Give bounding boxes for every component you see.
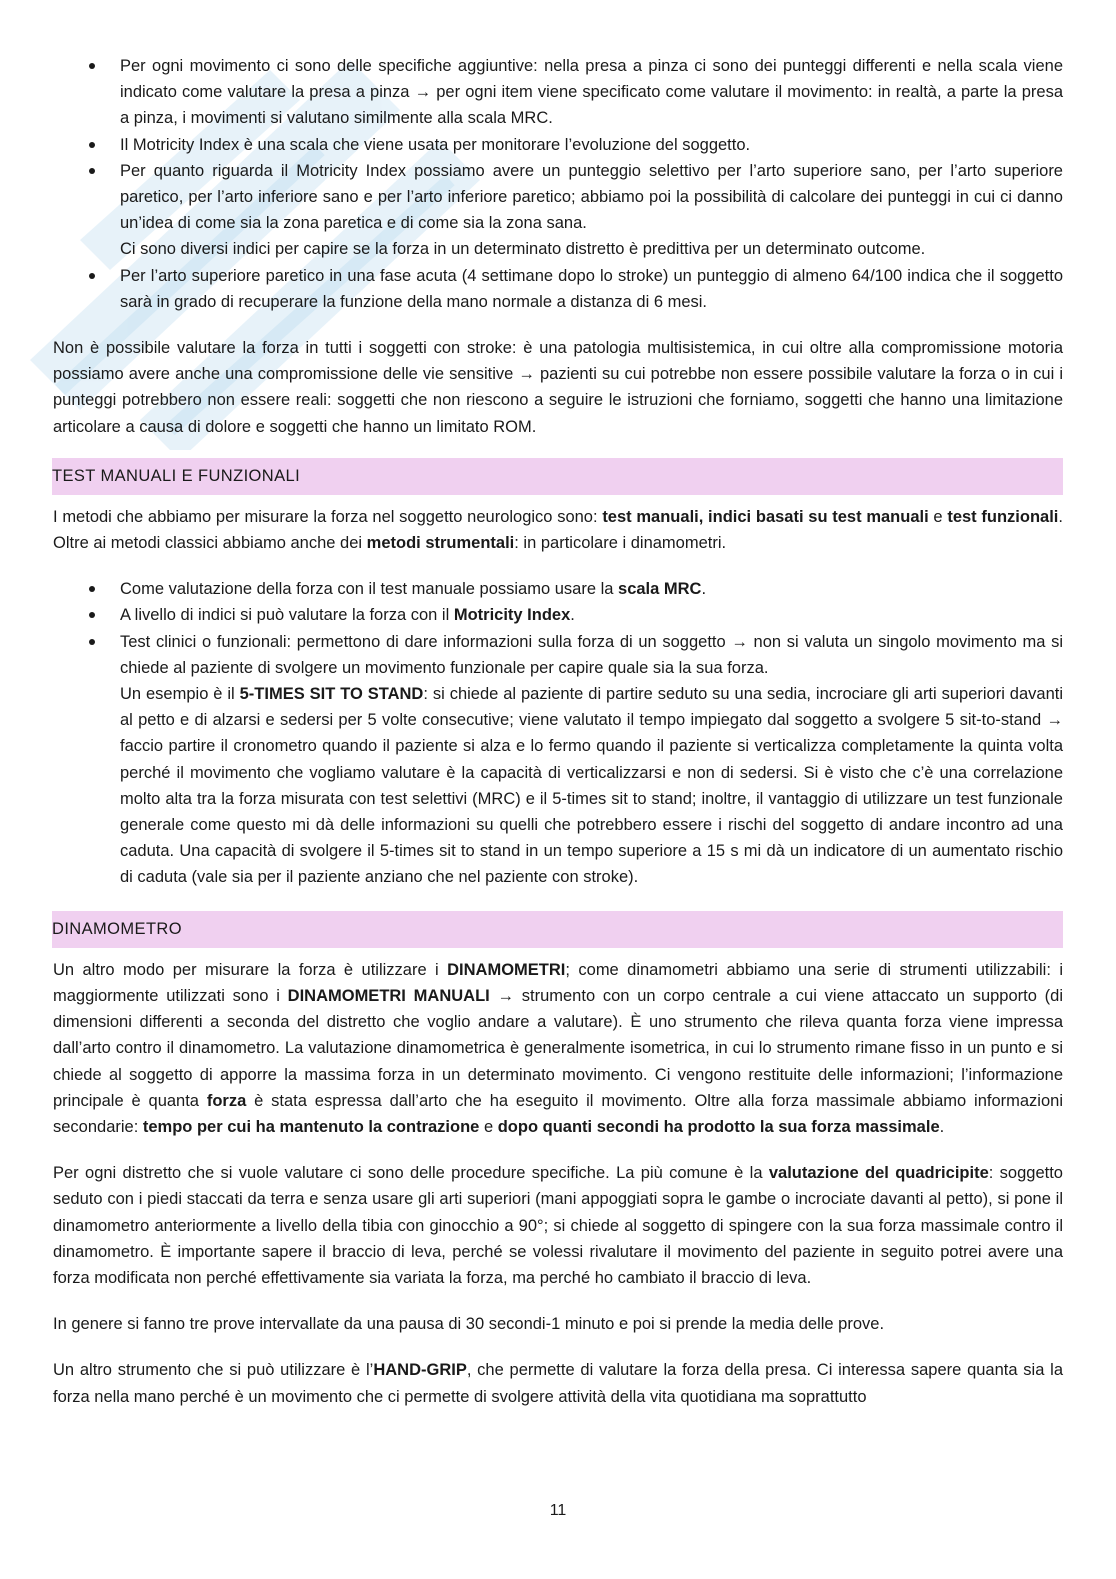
paragraph-hand-grip: Un altro strumento che si può utilizzare è l’HAND-GRIP, che permette di valutare la forza della presa. Ci interessa sapere quanta sia la forza nella mano perché è un movimento che ci permette di svolgere attività della vita quotidiana ma soprattutto (53, 1361, 1063, 1406)
bullet-list-top (53, 53, 1063, 315)
list-item: Come valutazione della forza con il test manuale possiamo usare la scala MRC. (53, 576, 1063, 602)
paragraph-quadricipite: Per ogni distretto che si vuole valutare ci sono delle procedure specifiche. La più comune è la valutazione del quadricipite: soggetto seduto con i piedi staccati da terra e senza usare gli arti superiori (mani appoggiati sopra le gambe o incrociate davanti al petto), si pone il dinamometro anteriormente a livello della tibia con ginocchio a 90°; si chiede al soggetto di spingere con la sua forza massimale contro il dinamometro. È importante sapere il braccio di leva, perché se volessi rivalutare il movimento del paziente in seguito potrei avere una forza modificata non perché effettivamente sia variata la forza, ma perché ho cambiato il braccio di leva. (53, 1164, 1063, 1287)
paragraph-dinamometri: Un altro modo per misurare la forza è utilizzare i DINAMOMETRI; come dinamometri abbiamo una serie di strumenti utilizzabili: i maggiormente utilizzati sono i DINAMOMETRI MANUALI → strumento con un corpo centrale a cui viene attaccato un supporto (di dimensioni differenti a seconda del distretto che voglio andare a valutare). È uno strumento che rileva quanta forza viene impressa dall’arto contro il dinamometro. La valutazione dinamometrica è generalmente isometrica, in cui lo strumento rimane fisso in un punto e si chiede al soggetto di apporre la massima forza in un determinato movimento. Ci vengono restituite delle informazioni; l’informazione principale è quanta forza è stata espressa dall’arto che ha eseguito il movimento. Oltre alla forza massimale abbiamo informazioni secondarie: tempo per cui ha mantenuto la contrazione e dopo quanti secondi ha prodotto la sua forza massimale. (53, 960, 1064, 1136)
section-heading-test-manuali: TEST MANUALI E FUNZIONALI (52, 458, 1063, 495)
page-number: 11 (549, 1502, 567, 1519)
list-item: Test clinici o funzionali: permettono di dare informazioni sulla forza di un soggetto → non si valuta un singolo movimento ma si chiede al paziente di svolgere un movimento funzionale per capire quale sia la sua forza. Un esempio è il 5-TIMES SIT TO STAND: si chiede al paziente di partire seduto su una sedia, incrociare gli arti superiori davanti al petto e di alzarsi e sedersi per 5 volte consecutive; viene valutato il tempo impiegato dal soggetto a svolgere 5 sit-to-stand → faccio partire il cronometro quando il paziente si alza e lo fermo quando il paziente si verticalizza completamente la quinta volta perché il movimento che vogliamo valutare è la capacità di verticalizzarsi e non di sedersi. Si è visto che c’è una correlazione molto alta tra la forza misurata con test selettivi (MRC) e il 5-times sit to stand; inoltre, il vantaggio di utilizzare un test funzionale generale come questo mi dà delle informazioni su quelli che potrebbero essere i rischi del soggetto di andare incontro ad una caduta. Una capacità di svolgere il 5-times sit to stand in un tempo superiore a 15 s mi dà un indicatore di un aumentato rischio di caduta (vale sia per il paziente anziano che nel paziente con stroke). (53, 629, 1063, 891)
bullet-list-methods (53, 576, 1063, 890)
paragraph-stroke: Non è possibile valutare la forza in tutti i soggetti con stroke: è una patologia multisistemica, in cui oltre alla compromissione motoria possiamo avere anche una compromissione delle vie sensitive → pazienti su cui potrebbe non essere possibile valutare la forza o in cui i punteggi potrebbero non essere reali: soggetti che non riescono a seguire le istruzioni che forniamo, soggetti che hanno una limitazione articolare a causa di dolore e soggetti che hanno un limitato ROM. (53, 339, 1063, 436)
example-5-times-sit-to-stand: Un esempio è il 5-TIMES SIT TO STAND: si chiede al paziente di partire seduto su una sedia, incrociare gli arti superiori davanti al petto e di alzarsi e sedersi per 5 volte consecutive; viene valutato il tempo impiegato dal soggetto a svolgere 5 sit-to-stand → faccio partire il cronometro quando il paziente si alza e lo fermo quando il paziente si verticalizza completamente la quinta volta perché il movimento che vogliamo valutare è la capacità di verticalizzarsi e non di sedersi. Si è visto che c’è una correlazione molto alta tra la forza misurata con test selettivi (MRC) e il 5-times sit to stand; inoltre, il vantaggio di utilizzare un test funzionale generale come questo mi dà delle informazioni su quelli che potrebbero essere i rischi del soggetto di andare incontro ad una caduta. Una capacità di svolgere il 5-times sit to stand in un tempo superiore a 15 s mi dà un indicatore di un aumentato rischio di caduta (vale sia per il paziente anziano che nel paziente con stroke). (120, 685, 1063, 887)
list-item: Per ogni movimento ci sono delle specifiche aggiuntive: nella presa a pinza ci sono dei punteggi differenti e nella scala viene indicato come valutare la presa a pinza → per ogni item viene specificato come valutare il movimento: in realtà, a parte la presa a pinza, i movimenti si valutano similmente alla scala MRC. (53, 53, 1063, 132)
page-content (53, 53, 1063, 1410)
list-item: Il Motricity Index è una scala che viene usata per monitorare l’evoluzione del soggetto. (53, 132, 1063, 158)
paragraph-prove: In genere si fanno tre prove intervallate da una pausa di 30 secondi-1 minuto e poi si prende la media delle prove. (53, 1315, 885, 1334)
section-heading-dinamometro: DINAMOMETRO (52, 911, 1063, 948)
list-item: Per l’arto superiore paretico in una fase acuta (4 settimane dopo lo stroke) un punteggio di almeno 64/100 indica che il soggetto sarà in grado di recuperare la funzione della mano normale a distanza di 6 mesi. (53, 263, 1063, 315)
list-item: A livello di indici si può valutare la forza con il Motricity Index. (53, 602, 1063, 628)
list-item: Per quanto riguarda il Motricity Index possiamo avere un punteggio selettivo per l’arto superiore sano, per l’arto superiore paretico, per l’arto inferiore sano e per l’arto inferiore paretico; abbiamo poi la possibilità di calcolare dei punteggi in cui ci danno un’idea di come sia la zona paretica e di come sia la zona sana. Ci sono diversi indici per capire se la forza in un determinato distretto è predittiva per un determinato outcome. (53, 158, 1063, 263)
paragraph-intro-methods: I metodi che abbiamo per misurare la forza nel soggetto neurologico sono: test manuali, indici basati su test manuali e test funzionali. Oltre ai metodi classici abbiamo anche dei metodi strumentali: in particolare i dinamometri. (53, 507, 1063, 553)
